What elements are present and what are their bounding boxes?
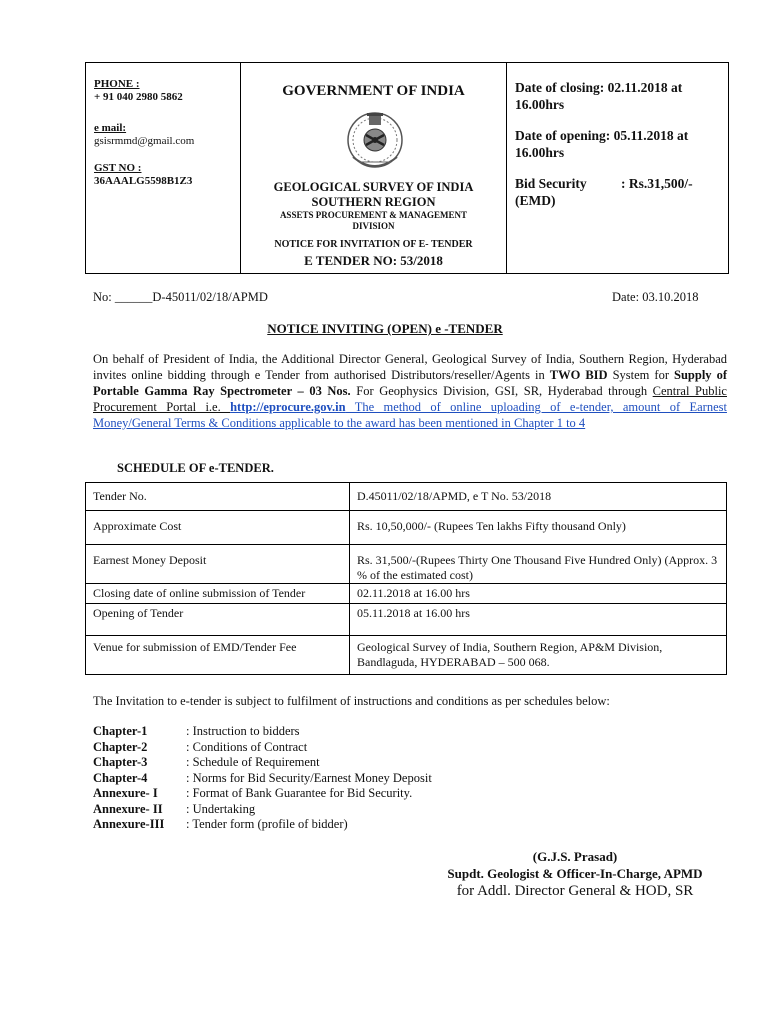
para-text-3: For Geophysics Division, GSI, SR, Hyderabad through xyxy=(350,384,653,398)
chapter-key: Annexure- I xyxy=(93,786,158,800)
closing-line-1: Date of closing: 02.11.2018 at xyxy=(515,80,683,95)
signatory-for-line: for Addl. Director General & HOD, SR xyxy=(456,883,694,899)
para-text-1: On behalf of President of India, the Additional Director General, Geological Survey of India, Southern Region, Hyderabad invites online bidding through e Tender from authorised Distributors/reseller/Agents in xyxy=(93,352,727,382)
list-item xyxy=(93,724,432,740)
chapter-text: : Tender form (profile of bidder) xyxy=(186,817,348,831)
chapter-list xyxy=(93,724,432,833)
bid-security-value: : Rs.31,500/- xyxy=(621,176,693,191)
signatory-name: (G.J.S. Prasad) xyxy=(532,849,618,864)
para-portal-name: Central Public Procurement Portal i.e. xyxy=(93,384,727,414)
gst-label: GST NO : xyxy=(94,162,142,174)
schedule-title: SCHEDULE OF e-TENDER. xyxy=(117,461,274,475)
reference-number: No: ______D-45011/02/18/APMD xyxy=(93,290,268,304)
table-cell-value: Rs. 31,500/-(Rupees Thirty One Thousand Five Hundred Only) (Approx. 3 % of the estimated cost) xyxy=(350,545,727,584)
chapter-key: Annexure-III xyxy=(93,817,165,831)
list-item xyxy=(93,755,432,771)
chapter-key: Annexure- II xyxy=(93,801,163,816)
para-bold-two-bid: TWO BID xyxy=(549,368,608,382)
organisation-column xyxy=(241,63,507,273)
table-row xyxy=(86,545,727,584)
header-box xyxy=(85,62,729,274)
notice-title: NOTICE INVITING (OPEN) e -TENDER xyxy=(267,321,503,336)
division-line-2: DIVISION xyxy=(352,221,395,231)
table-cell-value: 05.11.2018 at 16.00 hrs xyxy=(350,604,727,636)
para-bold-supply: Supply of Portable Gamma Ray Spectrometer – 03 Nos. xyxy=(93,368,728,398)
para-text-2: System for xyxy=(607,368,675,382)
chapter-key: Chapter-4 xyxy=(93,770,148,785)
chapter-text: : Undertaking xyxy=(186,801,256,816)
chapter-text: : Format of Bank Guarantee for Bid Security. xyxy=(186,786,413,800)
closing-date xyxy=(515,79,728,113)
chapter-key: Chapter-3 xyxy=(93,755,148,769)
table-cell-value: Geological Survey of India, Southern Region, AP&M Division, Bandlaguda, HYDERABAD – 500 068. xyxy=(350,636,727,675)
chapter-text: : Instruction to bidders xyxy=(186,724,300,738)
division-line-1: ASSETS PROCUREMENT & MANAGEMENT xyxy=(279,210,468,220)
method-link-text[interactable]: The method of online uploading of e-tender, amount of Earnest Money/General Terms & Conditions applicable to the award has been mentioned in Chapter 1 to 4 xyxy=(93,400,727,430)
notice-paragraph xyxy=(93,351,727,431)
email-label: e mail: xyxy=(94,122,127,134)
table-cell-value: Rs. 10,50,000/- (Rupees Ten lakhs Fifty thousand Only) xyxy=(350,511,727,545)
chapter-text: : Schedule of Requirement xyxy=(186,755,320,769)
signatory-designation: Supdt. Geologist & Officer-In-Charge, APMD xyxy=(447,866,703,881)
list-item xyxy=(93,817,432,833)
table-cell-label: Tender No. xyxy=(86,483,350,511)
phone-value: + 91 040 2980 5862 xyxy=(94,91,183,103)
chapter-text: : Conditions of Contract xyxy=(186,739,308,754)
opening-line-2: 16.00hrs xyxy=(515,145,565,160)
bid-security xyxy=(515,175,728,209)
dates-column xyxy=(507,63,728,273)
chapter-text: : Norms for Bid Security/Earnest Money Deposit xyxy=(186,770,432,785)
table-row xyxy=(86,636,727,675)
opening-date xyxy=(515,127,728,161)
signature-block xyxy=(415,848,735,901)
org-name xyxy=(241,180,506,210)
table-cell-label: Earnest Money Deposit xyxy=(86,545,350,584)
list-item xyxy=(93,786,432,802)
table-row xyxy=(86,584,727,604)
invitation-text: The Invitation to e-tender is subject to fulfilment of instructions and conditions as per schedules below: xyxy=(93,694,610,708)
bid-security-label: Bid Security xyxy=(515,176,587,191)
etender-number: E TENDER NO: 53/2018 xyxy=(304,253,443,268)
reference-date: Date: 03.10.2018 xyxy=(612,290,699,304)
org-line-2: SOUTHERN REGION xyxy=(311,195,436,209)
table-cell-label: Opening of Tender xyxy=(86,604,350,636)
closing-line-2: 16.00hrs xyxy=(515,97,565,112)
table-cell-value: D.45011/02/18/APMD, e T No. 53/2018 xyxy=(350,483,727,511)
table-row xyxy=(86,483,727,511)
schedule-table xyxy=(85,482,727,675)
phone-label: PHONE : xyxy=(94,78,140,90)
table-row xyxy=(86,604,727,636)
table-cell-label: Closing date of online submission of Tender xyxy=(86,584,350,604)
contact-column xyxy=(86,63,241,273)
division-name xyxy=(241,210,506,232)
gsi-emblem-icon xyxy=(345,107,405,177)
government-title: GOVERNMENT OF INDIA xyxy=(282,83,465,99)
table-cell-label: Approximate Cost xyxy=(86,511,350,545)
table-row xyxy=(86,511,727,545)
eprocure-link[interactable]: http://eprocure.gov.in xyxy=(230,400,346,414)
chapter-key: Chapter-2 xyxy=(93,739,148,754)
list-item xyxy=(93,740,432,756)
email-value: gsisrmmd@gmail.com xyxy=(94,135,195,147)
list-item xyxy=(93,771,432,787)
opening-line-1: Date of opening: 05.11.2018 at xyxy=(515,128,689,143)
notice-label: NOTICE FOR INVITATION OF E- TENDER xyxy=(274,239,473,250)
org-line-1: GEOLOGICAL SURVEY OF INDIA xyxy=(273,180,474,194)
table-cell-value: 02.11.2018 at 16.00 hrs xyxy=(350,584,727,604)
table-cell-label: Venue for submission of EMD/Tender Fee xyxy=(86,636,350,675)
chapter-key: Chapter-1 xyxy=(93,724,148,738)
emd-label: (EMD) xyxy=(515,193,556,208)
gst-value: 36AAALG5598B1Z3 xyxy=(94,175,193,187)
list-item xyxy=(93,802,432,818)
